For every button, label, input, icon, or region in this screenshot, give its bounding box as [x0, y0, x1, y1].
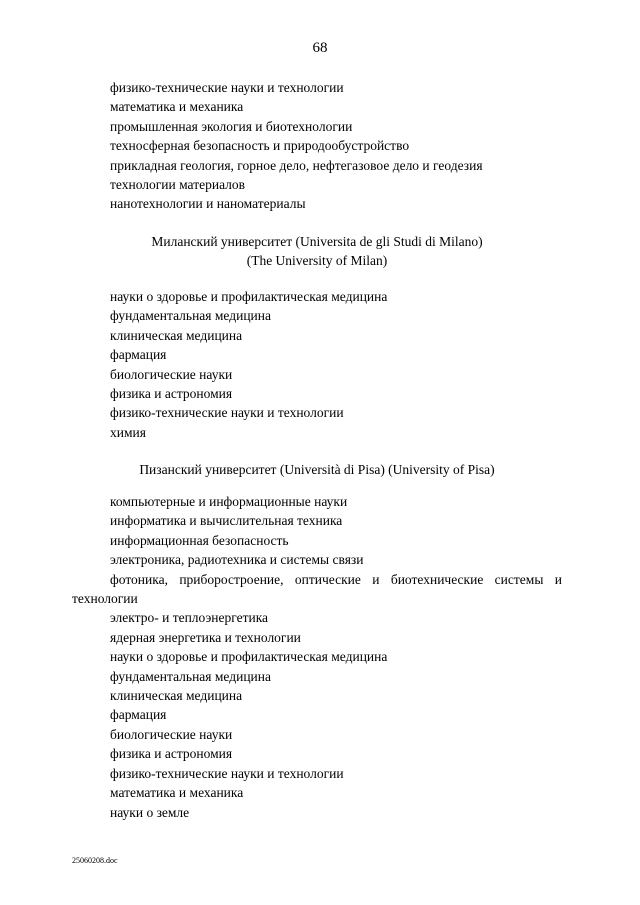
list-item: информатика и вычислительная техника: [110, 513, 343, 529]
list-item: науки о здоровье и профилактическая медицина: [110, 289, 388, 304]
list-item: математика и механика: [110, 99, 244, 115]
list-item: физика и астрономия: [110, 386, 233, 402]
pisa-list: [72, 492, 562, 822]
list-item: клиническая медицина: [110, 327, 243, 343]
list-item: фармация: [110, 707, 167, 723]
footer-filename: 25060208.doc: [72, 856, 118, 865]
list-item: физико-технические науки и технологии: [110, 80, 344, 95]
list-item: прикладная геология, горное дело, нефтегазовое дело и геодезия: [110, 157, 483, 173]
list-item: информационная безопасность: [110, 532, 289, 548]
milan-heading: [72, 232, 562, 271]
list-item: биологические науки: [110, 366, 233, 382]
list-item: техносферная безопасность и природообустройство: [110, 138, 410, 154]
list-item: биологические науки: [110, 726, 233, 742]
list-item: ядерная энергетика и технологии: [110, 629, 301, 645]
list-item: химия: [110, 424, 146, 440]
list-item: физика и астрономия: [110, 746, 233, 762]
milan-title-line1: Миланский университет (Universita de gli Studi di Milano): [151, 234, 483, 249]
list-item: фундаментальная медицина: [110, 308, 271, 324]
list-item: промышленная экология и биотехнологии: [110, 118, 353, 134]
list-item: нанотехнологии и наноматериалы: [110, 196, 306, 212]
list-item: технологии материалов: [110, 177, 246, 193]
page-number: 68: [312, 40, 328, 56]
list-item: фармация: [110, 347, 167, 363]
list-item: фотоника, приборостроение, оптические и биотехнические системы и технологии: [72, 571, 562, 607]
list-item: клиническая медицина: [110, 688, 243, 704]
list-item: физико-технические науки и технологии: [110, 765, 344, 781]
list-item: электроника, радиотехника и системы связи: [110, 552, 364, 568]
list-item: науки о земле: [110, 804, 190, 820]
list-item: науки о здоровье и профилактическая медицина: [110, 649, 388, 665]
list-item: фундаментальная медицина: [110, 668, 271, 684]
milan-title-line2: (The University of Milan): [246, 253, 388, 269]
pisa-heading: Пизанский университет (Università di Pisa) (University of Pisa): [139, 462, 495, 477]
list-item: физико-технические науки и технологии: [110, 405, 344, 421]
list-item: компьютерные и информационные науки: [110, 494, 348, 509]
section1-list: [72, 78, 562, 214]
milan-list: [72, 287, 562, 442]
list-item: электро- и теплоэнергетика: [110, 610, 269, 626]
list-item: математика и механика: [110, 785, 244, 801]
